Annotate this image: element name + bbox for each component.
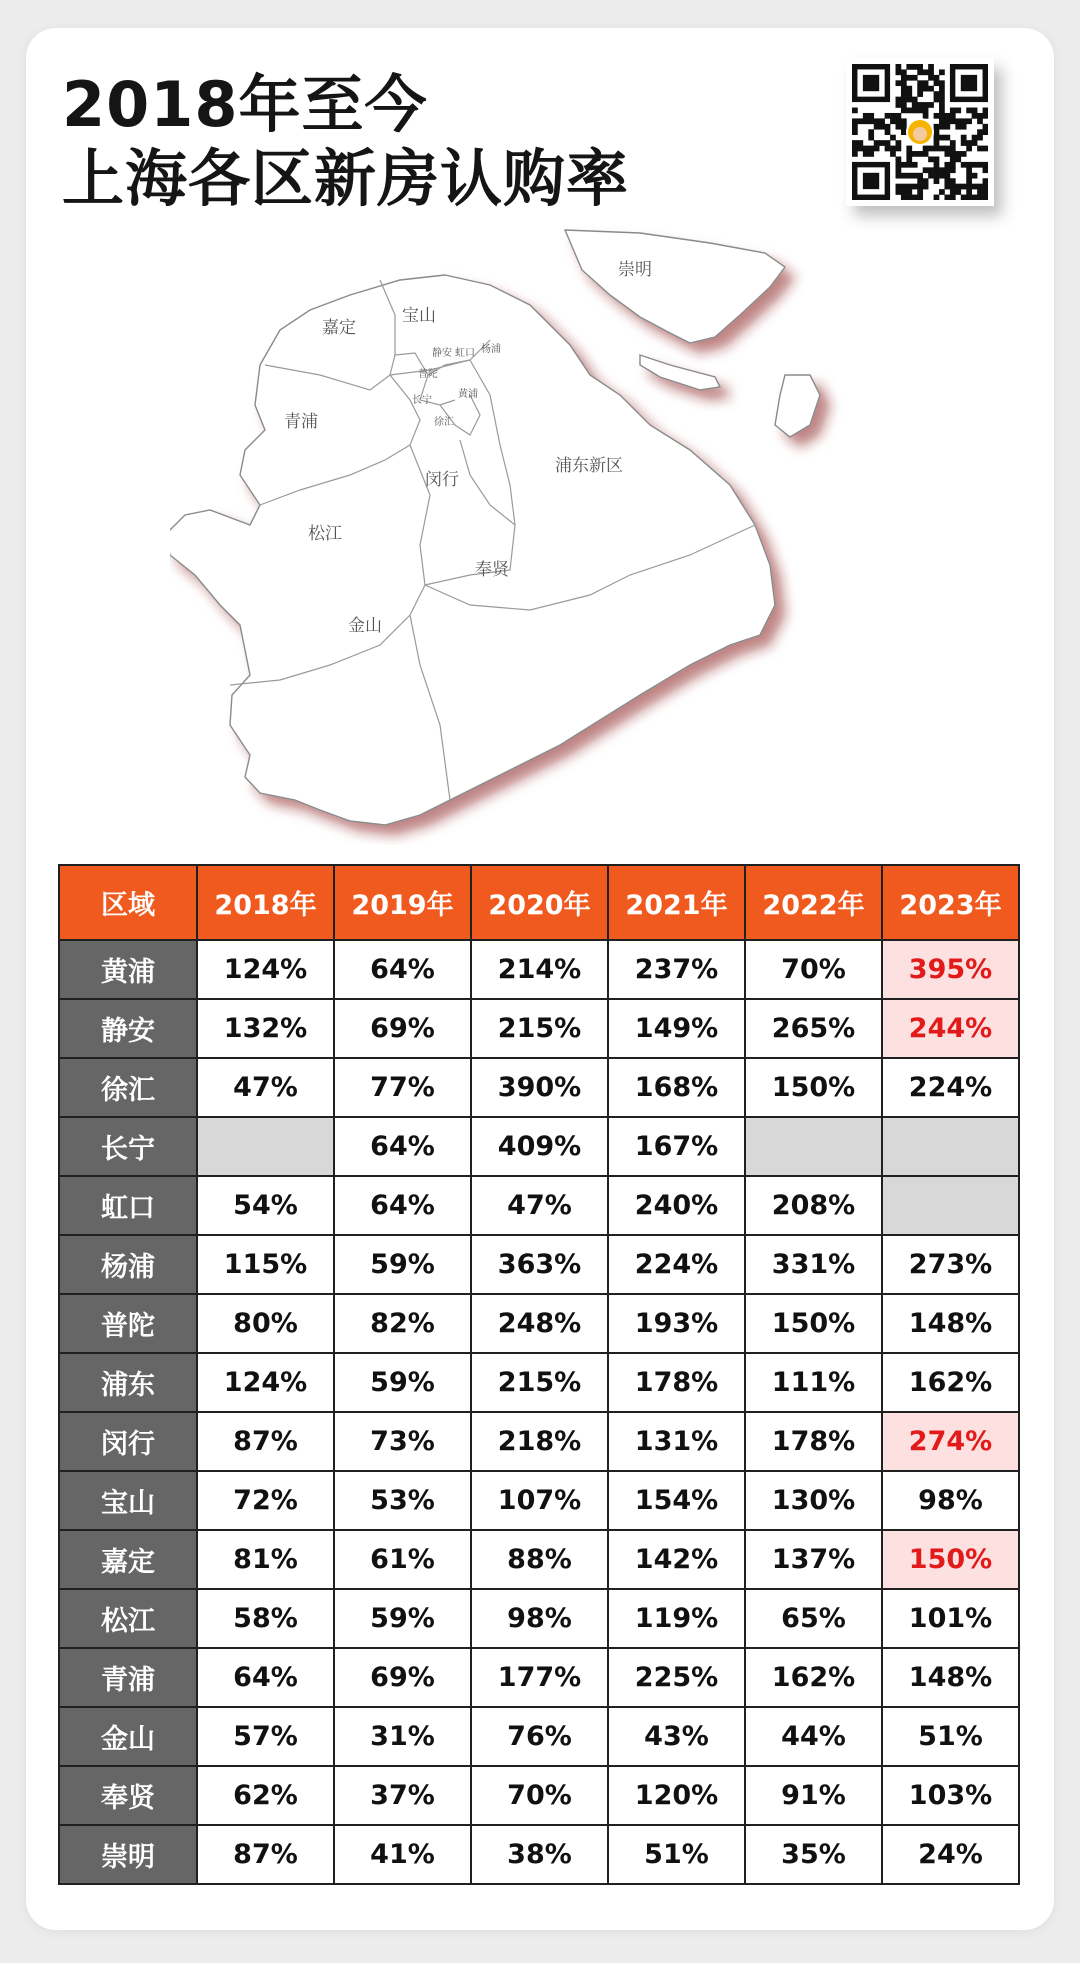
value-cell: 162% [745, 1648, 882, 1707]
table-row [59, 1176, 1019, 1235]
value-cell: 59% [334, 1353, 471, 1412]
value-cell: 132% [197, 999, 334, 1058]
map-label-pudong: 浦东新区 [555, 456, 623, 476]
map-label-jinshan: 金山 [348, 616, 382, 636]
value-cell: 65% [745, 1589, 882, 1648]
value-cell: 59% [334, 1589, 471, 1648]
value-cell: 87% [197, 1412, 334, 1471]
map-label-xuhui: 徐汇 [434, 417, 454, 428]
table-row [59, 1235, 1019, 1294]
value-cell: 43% [608, 1707, 745, 1766]
value-cell: 331% [745, 1235, 882, 1294]
value-cell: 167% [608, 1117, 745, 1176]
value-cell: 178% [745, 1412, 882, 1471]
map-island-hengsha [775, 375, 820, 437]
map-label-changning: 长宁 [412, 395, 432, 406]
value-cell: 208% [745, 1176, 882, 1235]
map-label-hongkou: 虹口 [455, 348, 475, 359]
value-cell: 41% [334, 1825, 471, 1884]
map-label-huangpu: 黄浦 [458, 389, 478, 400]
value-cell: 37% [334, 1766, 471, 1825]
table-row [59, 1530, 1019, 1589]
table-row [59, 1707, 1019, 1766]
value-cell: 215% [471, 999, 608, 1058]
highlighted-value-cell: 244% [882, 999, 1019, 1058]
empty-cell [882, 1176, 1019, 1235]
value-cell: 35% [745, 1825, 882, 1884]
value-cell: 57% [197, 1707, 334, 1766]
value-cell: 120% [608, 1766, 745, 1825]
region-cell: 青浦 [59, 1648, 197, 1707]
header-cell-year: 2023年 [882, 865, 1019, 940]
map-label-baoshan: 宝山 [402, 306, 436, 326]
map-region-chongming [565, 230, 785, 343]
value-cell: 193% [608, 1294, 745, 1353]
shanghai-district-map [170, 225, 890, 845]
value-cell: 53% [334, 1471, 471, 1530]
table-row [59, 940, 1019, 999]
region-cell: 静安 [59, 999, 197, 1058]
region-cell: 松江 [59, 1589, 197, 1648]
table-row [59, 1766, 1019, 1825]
highlighted-value-cell: 395% [882, 940, 1019, 999]
value-cell: 80% [197, 1294, 334, 1353]
region-cell: 徐汇 [59, 1058, 197, 1117]
value-cell: 124% [197, 1353, 334, 1412]
highlighted-value-cell: 274% [882, 1412, 1019, 1471]
region-cell: 长宁 [59, 1117, 197, 1176]
value-cell: 130% [745, 1471, 882, 1530]
value-cell: 82% [334, 1294, 471, 1353]
empty-cell [197, 1117, 334, 1176]
value-cell: 177% [471, 1648, 608, 1707]
value-cell: 72% [197, 1471, 334, 1530]
region-cell: 宝山 [59, 1471, 197, 1530]
table-row [59, 999, 1019, 1058]
table-row [59, 1589, 1019, 1648]
value-cell: 24% [882, 1825, 1019, 1884]
header-cell-year: 2018年 [197, 865, 334, 940]
value-cell: 103% [882, 1766, 1019, 1825]
value-cell: 76% [471, 1707, 608, 1766]
page-title [62, 68, 629, 216]
title-line-1: 2018年至今 [62, 68, 428, 141]
region-cell: 虹口 [59, 1176, 197, 1235]
value-cell: 51% [608, 1825, 745, 1884]
value-cell: 64% [334, 1117, 471, 1176]
title-line-2: 上海各区新房认购率 [62, 142, 630, 215]
region-cell: 普陀 [59, 1294, 197, 1353]
value-cell: 148% [882, 1294, 1019, 1353]
value-cell: 59% [334, 1235, 471, 1294]
map-label-putuo: 普陀 [418, 369, 438, 380]
value-cell: 218% [471, 1412, 608, 1471]
value-cell: 149% [608, 999, 745, 1058]
value-cell: 38% [471, 1825, 608, 1884]
value-cell: 91% [745, 1766, 882, 1825]
value-cell: 178% [608, 1353, 745, 1412]
value-cell: 124% [197, 940, 334, 999]
header-cell-year: 2020年 [471, 865, 608, 940]
header-cell-region: 区域 [59, 865, 197, 940]
map-label-jiading: 嘉定 [322, 318, 356, 338]
table-header-row [59, 865, 1019, 940]
value-cell: 150% [745, 1294, 882, 1353]
table-row [59, 1294, 1019, 1353]
empty-cell [745, 1117, 882, 1176]
value-cell: 88% [471, 1530, 608, 1589]
value-cell: 409% [471, 1117, 608, 1176]
value-cell: 70% [471, 1766, 608, 1825]
map-island-changxing [640, 355, 720, 390]
value-cell: 64% [334, 1176, 471, 1235]
value-cell: 58% [197, 1589, 334, 1648]
table-row [59, 1353, 1019, 1412]
table-row [59, 1117, 1019, 1176]
value-cell: 224% [608, 1235, 745, 1294]
value-cell: 47% [471, 1176, 608, 1235]
map-label-jingan: 静安 [432, 348, 452, 359]
value-cell: 363% [471, 1235, 608, 1294]
region-cell: 杨浦 [59, 1235, 197, 1294]
value-cell: 70% [745, 940, 882, 999]
value-cell: 101% [882, 1589, 1019, 1648]
value-cell: 69% [334, 999, 471, 1058]
value-cell: 98% [882, 1471, 1019, 1530]
value-cell: 87% [197, 1825, 334, 1884]
table-body [59, 940, 1019, 1884]
value-cell: 224% [882, 1058, 1019, 1117]
value-cell: 150% [745, 1058, 882, 1117]
value-cell: 168% [608, 1058, 745, 1117]
header-cell-year: 2019年 [334, 865, 471, 940]
value-cell: 61% [334, 1530, 471, 1589]
value-cell: 162% [882, 1353, 1019, 1412]
qr-code-icon [852, 64, 988, 200]
value-cell: 148% [882, 1648, 1019, 1707]
value-cell: 69% [334, 1648, 471, 1707]
value-cell: 64% [334, 940, 471, 999]
value-cell: 31% [334, 1707, 471, 1766]
region-cell: 崇明 [59, 1825, 197, 1884]
region-cell: 奉贤 [59, 1766, 197, 1825]
value-cell: 115% [197, 1235, 334, 1294]
value-cell: 77% [334, 1058, 471, 1117]
subscription-rate-table [58, 864, 1020, 1885]
value-cell: 64% [197, 1648, 334, 1707]
header-cell-year: 2021年 [608, 865, 745, 940]
table-row [59, 1412, 1019, 1471]
table-row [59, 1471, 1019, 1530]
value-cell: 215% [471, 1353, 608, 1412]
header-cell-year: 2022年 [745, 865, 882, 940]
value-cell: 154% [608, 1471, 745, 1530]
value-cell: 137% [745, 1530, 882, 1589]
empty-cell [882, 1117, 1019, 1176]
map-label-minhang: 闵行 [425, 470, 459, 490]
value-cell: 44% [745, 1707, 882, 1766]
region-cell: 浦东 [59, 1353, 197, 1412]
value-cell: 47% [197, 1058, 334, 1117]
map-label-fengxian: 奉贤 [475, 560, 509, 580]
value-cell: 111% [745, 1353, 882, 1412]
value-cell: 225% [608, 1648, 745, 1707]
value-cell: 81% [197, 1530, 334, 1589]
highlighted-value-cell: 150% [882, 1530, 1019, 1589]
value-cell: 119% [608, 1589, 745, 1648]
map-label-songjiang: 松江 [308, 524, 342, 544]
value-cell: 390% [471, 1058, 608, 1117]
table-row [59, 1825, 1019, 1884]
value-cell: 214% [471, 940, 608, 999]
qr-code [846, 58, 994, 206]
map-label-qingpu: 青浦 [284, 412, 318, 432]
value-cell: 248% [471, 1294, 608, 1353]
value-cell: 98% [471, 1589, 608, 1648]
value-cell: 240% [608, 1176, 745, 1235]
table-row [59, 1058, 1019, 1117]
value-cell: 54% [197, 1176, 334, 1235]
region-cell: 嘉定 [59, 1530, 197, 1589]
region-cell: 金山 [59, 1707, 197, 1766]
region-cell: 黄浦 [59, 940, 197, 999]
value-cell: 73% [334, 1412, 471, 1471]
value-cell: 51% [882, 1707, 1019, 1766]
value-cell: 237% [608, 940, 745, 999]
map-label-yangpu: 杨浦 [481, 344, 501, 355]
map-label-chongming: 崇明 [618, 260, 652, 280]
value-cell: 142% [608, 1530, 745, 1589]
value-cell: 273% [882, 1235, 1019, 1294]
table-row [59, 1648, 1019, 1707]
value-cell: 62% [197, 1766, 334, 1825]
value-cell: 131% [608, 1412, 745, 1471]
value-cell: 265% [745, 999, 882, 1058]
region-cell: 闵行 [59, 1412, 197, 1471]
value-cell: 107% [471, 1471, 608, 1530]
